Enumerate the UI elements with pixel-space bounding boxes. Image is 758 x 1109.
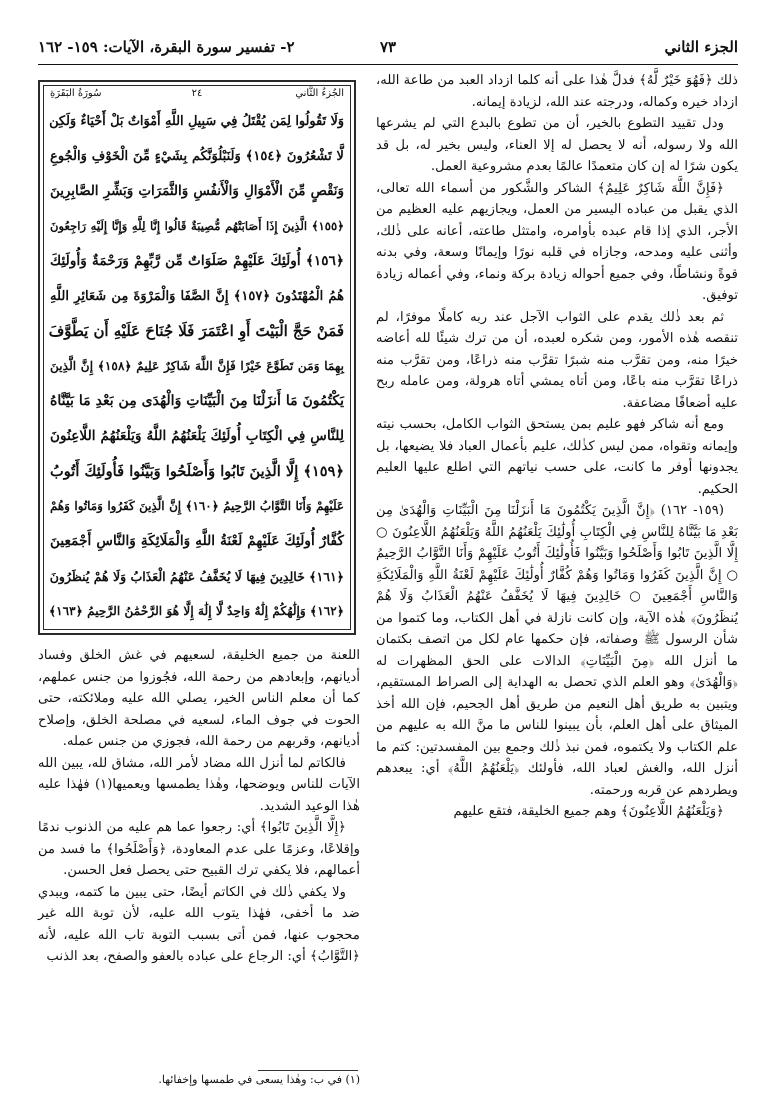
quran-inner-frame [43,85,351,630]
left-text-column [38,645,360,968]
quran-line: بِهِمَا وَمَن تَطَوَّعَ خَيْرًا فَإِنَّ اللَّهَ شَاكِرٌ عَلِيمٌ ﴿١٥٨﴾ إِنَّ الَّذِينَ [50,359,344,373]
footnote: (١) في ب: وهٰذا يسعى في طمسها وإخفائها. [158,1073,360,1086]
paragraph: ذلك ﴿فَهُوَ خَيْرٌ لَّهُ﴾ فدلَّ هٰذا على أنه كلما ازداد العبد من طاعة الله، ازداد خيره وكماله، ودرجته عند الله، لزيادة إيمانه. [376,73,738,110]
chapter-title: ٢- تفسير سورة البقرة، الآيات: ١٥٩- ١٦٢ [38,38,295,56]
quran-box-header [44,88,350,104]
quran-line: ﴿١٦٢﴾ وَإِلَٰهُكُمْ إِلَٰهٌ وَاحِدٌ لَّا إِلَٰهَ إِلَّا هُوَ الرَّحْمَٰنُ الرَّحِيمُ ﴿١٦٣﴾ [48,604,344,618]
quran-surah-name: سُورَةُ البَقَرَةِ [50,88,102,99]
quran-juz-name: الجُزءُ الثَّاني [295,88,344,99]
quran-line: وَلَا تَقُولُوا لِمَن يُقْتَلُ فِي سَبِيلِ اللَّهِ أَمْوَاتٌ بَلْ أَحْيَاءٌ وَلَكِن [49,114,344,129]
quran-line: ﴿١٥٩﴾ إِلَّا الَّذِينَ تَابُوا وَأَصْلَحُوا وَبَيَّنُوا فَأُولَئِكَ أَتُوبُ [50,463,344,480]
paragraph: ﴿إِلَّا الَّذِينَ تَابُوا﴾ أي: رجعوا عما هم عليه من الذنوب ندمًا وإقلاعًا، وعزمًا على عدم المعاودة، ﴿وَأَصْلَحُوا﴾ ما فسد من أعمالهم، فلا يكفي ترك القبيح حتى يحصل فعل الحسن. [38,820,360,878]
paragraph: ﴿وَيَلْعَنُهُمُ اللَّاعِنُونَ﴾ وهم جميع الخليقة، فتقع عليهم [453,804,724,819]
paragraph: ولا يكفي ذٰلك في الكاتم أيضًا، حتى يبين ما كتمه، ويبدي ضد ما أخفى، فهٰذا يتوب الله عليه، لأن توبة الله غير محجوب عنها، فمن أتى بسبب التوبة تاب الله عليه، لأنه ﴿التَّوَّابُ﴾ أي: الرجاع على عباده بالعفو والصفح، بعد الذنب [38,884,360,964]
quran-page-number: ٢٤ [191,88,203,99]
quran-page-box [38,80,356,635]
quran-line: ﴿١٥٦﴾ أُولَئِكَ عَلَيْهِمْ صَلَوَاتٌ مِّن رَّبِّهِمْ وَرَحْمَةٌ وَأُولَئِكَ [50,253,344,269]
footnote-divider [258,1070,358,1071]
paragraph: (١٥٩- ١٦٢) ﴿إِنَّ الَّذِينَ يَكْتُمُونَ مَا أَنزَلْنَا مِنَ الْبَيِّنَاتِ وَالْهُدَىٰ مِن بَعْدِ مَا بَيَّنَّاهُ لِلنَّاسِ فِي الْكِتَابِ أُولَٰئِكَ يَلْعَنُهُمُ اللَّهُ وَيَلْعَنُهُمُ اللَّاعِنُونَ ○ إِلَّا الَّذِينَ تَابُوا وَأَصْلَحُوا وَبَيَّنُوا فَأُولَٰئِكَ أَتُوبُ عَلَيْهِمْ وَأَنَا التَّوَّابُ الرَّحِيمُ ○ إِنَّ الَّذِينَ كَفَرُوا وَمَاتُوا وَهُمْ كُفَّارٌ أُولَٰئِكَ عَلَيْهِمْ لَعْنَةُ اللَّهِ وَالْمَلَائِكَةِ وَالنَّاسِ أَجْمَعِينَ ○ خَالِدِينَ فِيهَا لَا يُخَفَّفُ عَنْهُمُ الْعَذَابُ وَلَا هُمْ يُنظَرُونَ﴾ هٰذه الآية، وإن كانت نازلة في أهل الكتاب، وما كتموا من شأن الرسول ﷺ وصفاته، فإن حكمها عام لكل من اتصف بكتمان ما أنزل الله ﴿مِنَ الْبَيِّنَاتِ﴾ الدالات على الحق المظهرات له ﴿وَالْهُدَىٰ﴾ وهو العلم الذي تحصل به الهداية إلى الصراط المستقيم، ويتبين به طريق أهل النعيم من طريق أهل الجحيم، فإن الله أخذ الميثاق على أهل العلم، بأن يبينوا للناس ما منَّ الله به عليهم من علم الكتاب ولا يكتموه، فمن نبذ ذٰلك وجمع بين المفسدتين: كتم ما أنزل الله، والغش لعباد الله، فأولئك ﴿يَلْعَنُهُمُ اللَّهُ﴾ أي: يبعدهم ويطردهم عن قربه ورحمته. [376,503,738,798]
quran-line: لِلنَّاسِ فِي الْكِتَابِ أُولَئِكَ يَلْعَنُهُمُ اللَّهُ وَيَلْعَنُهُمُ اللَّاعِنُونَ [50,428,344,444]
part-title: الجزء الثاني [664,38,738,56]
quran-line: ﴿١٦١﴾ خَالِدِينَ فِيهَا لَا يُخَفَّفُ عَنْهُمُ الْعَذَابُ وَلَا هُمْ يُنظَرُونَ [49,569,344,584]
paragraph: ﴿فَإِنَّ اللَّهَ شَاكِرٌ عَلِيمٌ﴾ الشاكر والشَّكور من أسماء الله تعالى، الذي يقبل من عباده اليسير من العمل، ويجازيهم عليه العظيم من الأجر، الذي إذا قام عبده بأوامره، وامتثل طاعته، أعانه على ذٰلك، وأثنى عليه ومدحه، وجازاه في قلبه نورًا وإيمانًا وسعة، وفي بدنه قوةً ونشاطًا، وفي جميع أحواله زيادة بركة ونماء، وفي أعماله زيادة توفيق. [376,180,738,303]
paragraph: ومع أنه شاكر فهو عليم بمن يستحق الثواب الكامل، بحسب نيته وإيمانه وتقواه، ممن ليس كذٰلك، عليم بأعمال العباد فلا يضيعها، بل يجدونها أوفر ما كانت، على حسب نياتهم التي اطلع عليها العليم الحكيم. [376,417,738,497]
paragraph: فالكاتم لما أنزل الله مضاد لأمر الله، مشاق لله، يبين الله الآيات للناس ويوضحها، وهٰذا يطمسها ويعميها(١) فهٰذا عليه هٰذا الوعيد الشديد. [38,755,360,814]
paragraph: اللعنة من جميع الخليقة، لسعيهم في غش الخلق وفساد أديانهم، وإبعادهم من رحمة الله، فجُوزوا من جنس عملهم، كما أن معلم الناس الخير، يصلي الله عليه وملائكته، حتى الحوت في جوف الماء، لسعيه في مصلحة الخلق، وإصلاح أديانهم، وقربهم من رحمة الله، فجوزي من جنس عمله. [38,648,360,749]
right-text-column [376,70,738,823]
paragraph: ثم بعد ذٰلك يقدم على الثواب الآجل عند ربه كاملًا موفرًا، لم تنقصه هٰذه الأمور، ومن شكره لعبده، أن من ترك شيئًا لله أعاضه خيرًا منه، ومن تقرَّب منه شبرًا تقرَّب منه ذراعًا، ومن تقرَّب منه ذراعًا تقرَّب منه باعًا، ومن أتاه يمشي أتاه هرولة، ومن عامله ربح عليه أضعافًا مضاعفة. [376,309,738,411]
quran-line: عَلَيْهِمْ وَأَنَا التَّوَّابُ الرَّحِيمُ ﴿١٦٠﴾ إِنَّ الَّذِينَ كَفَرُوا وَمَاتُوا وَهُمْ [50,499,344,513]
page-number: ٧٣ [379,38,397,56]
quran-line: وَنَقْصٍ مِّنَ الْأَمْوَالِ وَالْأَنفُسِ وَالثَّمَرَاتِ وَبَشِّرِ الصَّابِرِينَ [50,183,344,199]
quran-line: لَّا تَشْعُرُونَ ﴿١٥٤﴾ وَلَنَبْلُوَنَّكُم بِشَيْءٍ مِّنَ الْخَوْفِ وَالْجُوعِ [50,149,344,164]
page-header [38,36,738,65]
quran-line: هُمُ الْمُهْتَدُونَ ﴿١٥٧﴾ إِنَّ الصَّفَا وَالْمَرْوَةَ مِن شَعَائِرِ اللَّهِ [50,289,344,304]
quran-line: فَمَنْ حَجَّ الْبَيْتَ أَوِ اعْتَمَرَ فَلَا جُنَاحَ عَلَيْهِ أَن يَطَّوَّفَ [48,322,344,340]
paragraph: ودل تقييد التطوع بالخير، أن من تطوع بالبدع التي لم يشرعها الله ولا رسوله، أنه لا يحصل له إلا العناء، وليس بخير له، بل قد يكون شرًا له إن كان متعمدًا عالمًا بعدم مشروعية العمل. [376,116,738,174]
quran-line: ﴿١٥٥﴾ الَّذِينَ إِذَا أَصَابَتْهُم مُّصِيبَةٌ قَالُوا إِنَّا لِلَّهِ وَإِنَّا إِلَيْهِ رَاجِعُونَ [50,219,344,233]
quran-line: يَكْتُمُونَ مَا أَنزَلْنَا مِنَ الْبَيِّنَاتِ وَالْهُدَى مِن بَعْدِ مَا بَيَّنَّاهُ [50,393,344,409]
quran-line: كُفَّارٌ أُولَئِكَ عَلَيْهِمْ لَعْنَةُ اللَّهِ وَالْمَلَائِكَةِ وَالنَّاسِ أَجْمَعِينَ [50,533,344,549]
